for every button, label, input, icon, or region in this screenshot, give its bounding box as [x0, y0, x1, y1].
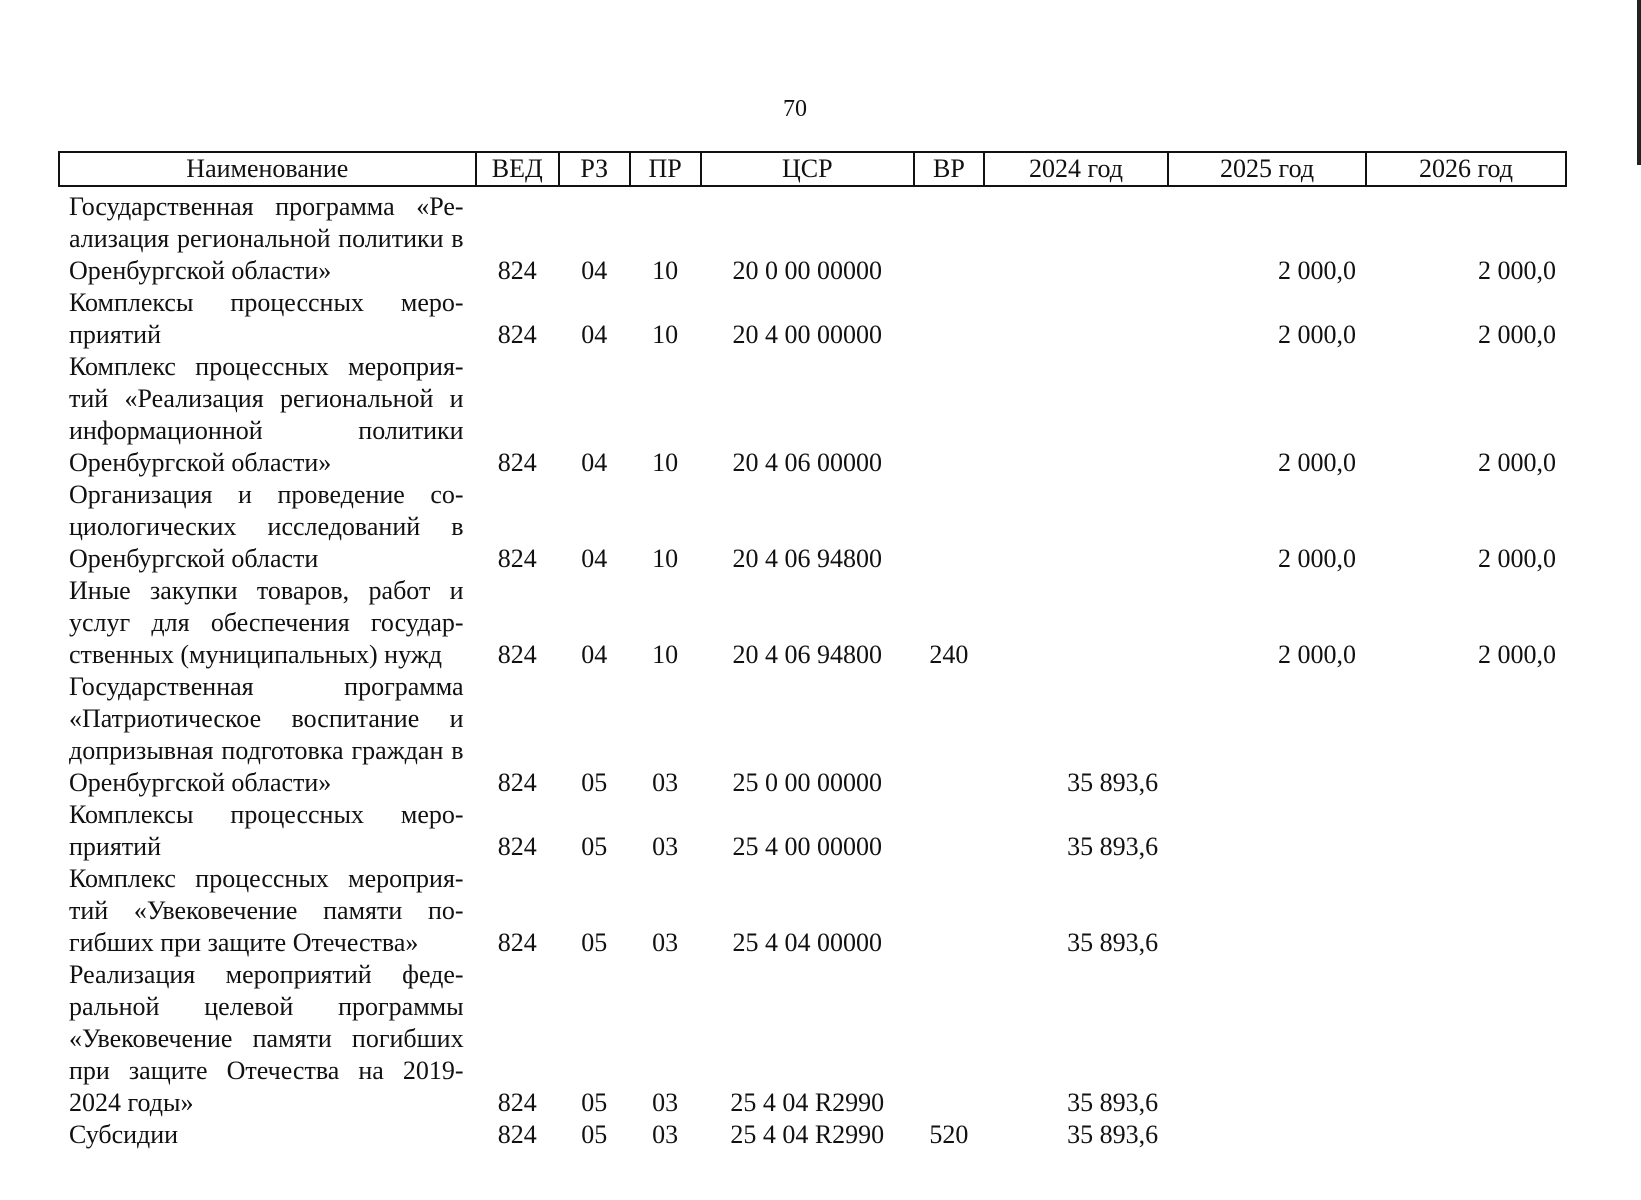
cell-pr: 03 [652, 1120, 679, 1149]
cell-name: Государственная программа «Ре-ализация региональной политики в Оренбургской области» [69, 192, 464, 285]
cell-2026: 2 000,0 [1478, 256, 1556, 285]
cell-name: Организация и проведение со-циологических исследований в Оренбургской области [69, 480, 464, 573]
cell-ved: 824 [497, 544, 537, 573]
cell-name: Субсидии [69, 1120, 179, 1149]
cell-pr: 03 [652, 1088, 679, 1117]
cell-csr: 25 4 00 00000 [732, 832, 883, 861]
header-rz: РЗ [559, 152, 630, 186]
cell-ved: 824 [497, 1120, 537, 1149]
cell-pr: 10 [652, 256, 679, 285]
table-row [59, 863, 1566, 959]
cell-vr [914, 479, 984, 575]
cell-2024: 35 893,6 [1067, 928, 1159, 957]
cell-ved: 824 [497, 768, 537, 797]
cell-2026 [1366, 799, 1566, 863]
scan-edge-line [1637, 0, 1641, 165]
cell-2024 [984, 479, 1168, 575]
cell-csr: 20 4 06 00000 [732, 448, 883, 477]
cell-vr: 520 [929, 1120, 969, 1149]
cell-vr [914, 671, 984, 799]
cell-pr: 03 [652, 768, 679, 797]
cell-rz: 05 [581, 1088, 608, 1117]
cell-2025 [1168, 1119, 1366, 1151]
cell-2026: 2 000,0 [1478, 640, 1556, 669]
cell-rz: 05 [581, 768, 608, 797]
cell-csr: 20 4 00 00000 [732, 320, 883, 349]
cell-pr: 10 [652, 544, 679, 573]
table-row [59, 1119, 1566, 1151]
cell-2024 [984, 575, 1168, 671]
cell-2026 [1366, 671, 1566, 799]
cell-2025: 2 000,0 [1277, 256, 1356, 285]
cell-rz: 04 [581, 544, 608, 573]
cell-name: Комплексы процессных меро-приятий [69, 800, 464, 861]
header-csr: ЦСР [701, 152, 915, 186]
cell-rz: 04 [581, 448, 608, 477]
cell-2026 [1366, 959, 1566, 1119]
cell-vr [914, 351, 984, 479]
cell-name: Государственная программа «Патриотическое воспитание и допризывная подготовка граждан в Оренбургской области» [69, 672, 464, 797]
cell-csr: 25 4 04 R2990 [730, 1120, 885, 1149]
cell-pr: 10 [652, 448, 679, 477]
cell-2024: 35 893,6 [1067, 1120, 1159, 1149]
cell-ved: 824 [497, 320, 537, 349]
header-ved: ВЕД [476, 152, 559, 186]
cell-rz: 05 [581, 832, 608, 861]
cell-2025 [1168, 671, 1366, 799]
cell-name: Комплекс процессных мероприя-тий «Реализация региональной и информационной политики Оренбургской области» [69, 352, 464, 477]
header-pr: ПР [630, 152, 701, 186]
page-number: 70 [783, 96, 807, 122]
cell-2025 [1168, 799, 1366, 863]
table-row [59, 671, 1566, 799]
cell-vr [914, 863, 984, 959]
cell-rz: 04 [581, 640, 608, 669]
table-row [59, 959, 1566, 1119]
cell-ved: 824 [497, 1088, 537, 1117]
cell-rz: 04 [581, 256, 608, 285]
cell-csr: 25 0 00 00000 [732, 768, 883, 797]
cell-2026 [1366, 863, 1566, 959]
cell-rz: 04 [581, 320, 608, 349]
cell-vr [914, 799, 984, 863]
cell-vr: 240 [929, 640, 969, 669]
header-name: Наименование [59, 152, 476, 186]
cell-csr: 20 4 06 94800 [732, 544, 883, 573]
cell-2026: 2 000,0 [1478, 320, 1556, 349]
cell-2024 [984, 287, 1168, 351]
cell-name: Реализация мероприятий феде-ральной целевой программы «Увековечение памяти погибших при защите Отечества на 2019-2024 годы» [69, 960, 464, 1117]
cell-2024 [984, 186, 1168, 287]
cell-2024: 35 893,6 [1067, 832, 1159, 861]
cell-csr: 25 4 04 00000 [732, 928, 883, 957]
cell-2025: 2 000,0 [1277, 320, 1356, 349]
cell-pr: 10 [652, 320, 679, 349]
cell-vr [914, 959, 984, 1119]
cell-2025: 2 000,0 [1277, 448, 1356, 477]
cell-rz: 05 [581, 1120, 608, 1149]
table-row [59, 799, 1566, 863]
cell-ved: 824 [497, 928, 537, 957]
cell-ved: 824 [497, 640, 537, 669]
cell-name: Комплекс процессных мероприя-тий «Увековечение памяти по-гибших при защите Отечества» [69, 864, 464, 957]
cell-pr: 10 [652, 640, 679, 669]
cell-2024: 35 893,6 [1067, 1088, 1159, 1117]
table-row [59, 287, 1566, 351]
cell-pr: 03 [652, 832, 679, 861]
cell-2026: 2 000,0 [1478, 544, 1556, 573]
cell-vr [914, 287, 984, 351]
cell-2025: 2 000,0 [1277, 640, 1356, 669]
cell-name: Комплексы процессных меро-приятий [69, 288, 464, 349]
cell-vr [914, 186, 984, 287]
cell-ved: 824 [497, 448, 537, 477]
cell-csr: 25 4 04 R2990 [730, 1088, 885, 1117]
table-row [59, 575, 1566, 671]
budget-table [58, 151, 1567, 1151]
table-row [59, 479, 1566, 575]
cell-ved: 824 [497, 256, 537, 285]
cell-name: Иные закупки товаров, работ и услуг для обеспечения государ-ственных (муниципальных) нужд [69, 576, 464, 669]
cell-csr: 20 0 00 00000 [732, 256, 883, 285]
header-2024: 2024 год [984, 152, 1168, 186]
cell-2025 [1168, 863, 1366, 959]
header-2025: 2025 год [1168, 152, 1366, 186]
cell-pr: 03 [652, 928, 679, 957]
table-row [59, 351, 1566, 479]
cell-2025 [1168, 959, 1366, 1119]
table-header-row [59, 152, 1566, 186]
cell-2024 [984, 351, 1168, 479]
cell-csr: 20 4 06 94800 [732, 640, 883, 669]
cell-2025: 2 000,0 [1277, 544, 1356, 573]
cell-ved: 824 [497, 832, 537, 861]
table-row [59, 186, 1566, 287]
header-2026: 2026 год [1366, 152, 1566, 186]
table-body [59, 186, 1566, 1151]
header-vr: ВР [914, 152, 984, 186]
cell-2026 [1366, 1119, 1566, 1151]
cell-2026: 2 000,0 [1478, 448, 1556, 477]
cell-2024: 35 893,6 [1067, 768, 1159, 797]
cell-rz: 05 [581, 928, 608, 957]
